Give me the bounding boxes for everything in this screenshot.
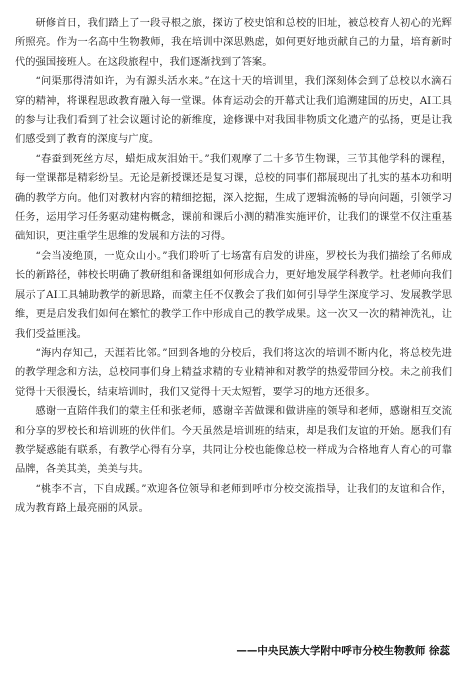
paragraph-friendship: “海内存知己，天涯若比邻。”回到各地的分校后，我们将这次的培训不断内化，将总校先进的教学理念和方法，总校同事们身上精益求精的专业精神和对教学的热爱带回分校。未之前我们觉得十天很漫长，结束培训时，我们又觉得十天太短暂，要学习的地方还很多。 — [15, 346, 452, 398]
paragraph-source-water: “问渠那得清如许，为有源头活水来。”在这十天的培训里，我们深刻体会到了总校以水滴石穿的精神，将课程思政教育融入每一堂课。体育运动会的开幕式让我们追溯建国的历史，AI工具的参与让我们看到了社会议题讨论的新维度，途修课中对我国非物质文化遗产的弘扬，更是让我们感受到了教育的深度与广度。 — [15, 75, 452, 146]
paragraph-closing: “桃李不言，下自成蹊。”欢迎各位领导和老师到呼市分校交流指导，让我们的友谊和合作，成为教育路上最亮丽的风景。 — [15, 482, 452, 515]
paragraph-mountain-top: “会当凌绝顶，一览众山小。”我们聆听了七场富有启发的讲座，罗校长为我们描绘了名师成长的新路径，韩校长明确了教研组和备课组如何形成合力，更好地发展学科教学。杜老师向我们展示了AI工具辅助教学的新思路，而蒙主任不仅教会了我们如何引导学生深度学习、发展教学思维，更是启发我们如何在繁忙的教学工作中形成自己的教学成果。这一次又一次的精神洗礼，让我们受益匪浅。 — [15, 249, 452, 340]
author-signature: ——中央民族大学附中呼市分校生物教师 徐蕊 — [236, 645, 450, 657]
paragraph-silkworm: “春蚕到死丝方尽，蜡炬成灰泪始干。”我们观摩了二十多节生物课，三节其他学科的课程，每一堂课都是精彩纷呈。无论是新授课还是复习课，总校的同事们都展现出了扎实的基本功和明确的教学方向。他们对教材内容的精细挖掘，深入挖掘，生成了逻辑流畅的导向问题，引领学习任务，运用学习任务驱动建构概念，课前和课后小测的精准实施评价，让我们的课堂不仅注重基础知识，更注重学生思维的发展和方法的习得。 — [15, 152, 452, 243]
document-body — [15, 14, 452, 519]
paragraph-thanks: 感谢一直陪伴我们的蒙主任和张老师，感谢辛苦做课和做讲座的领导和老师，感谢相互交流和分享的罗校长和培训班的伙伴们。今天虽然是培训班的结束，却是我们友谊的开始。愿我们有教学疑惑能有联系，有教学心得有分享，共同让分校也能像总校一样成为合格地育人育心的可靠品牌，各美其美，美美与共。 — [15, 405, 452, 476]
paragraph-intro: 研修首日，我们踏上了一段寻根之旅，探访了校史馆和总校的旧址，被总校育人初心的光辉所照亮。作为一名高中生物教师，我在培训中深思熟虑，如何更好地贡献自己的力量，培育新时代的强国接班人。在这段旅程中，我们逐渐找到了答案。 — [15, 17, 452, 68]
